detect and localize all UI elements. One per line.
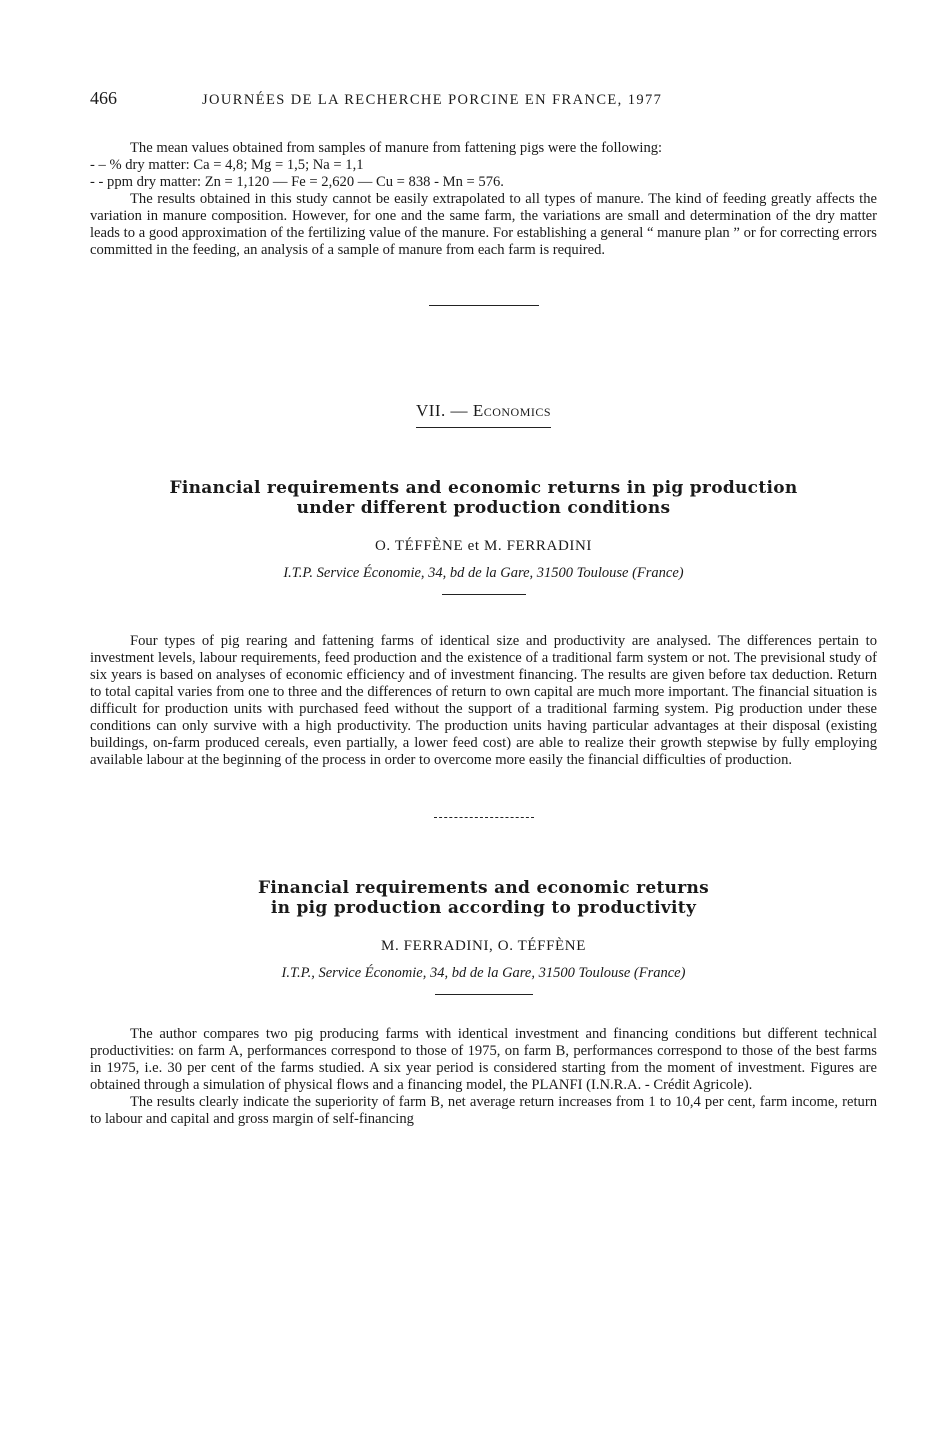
article-1-title bbox=[90, 478, 877, 518]
article-2-title-line-2: in pig production according to productivity bbox=[270, 898, 697, 918]
article-2-title-line-1: Financial requirements and economic returns bbox=[257, 878, 710, 898]
article-2-abstract-p1: The author compares two pig producing farms with identical investment and financing conditions but different technical productivities: on farm A, performances correspond to those of 1975, on farm B, performances correspond to those of the best farms in 1975, i.e. 30 per cent of the farms studied. A six year period is considered starting from the moment of investment. Figures are obtained through a simulation of physical flows and a financing model, the PLANFI (I.N.R.A. - Crédit Agricole). bbox=[90, 1026, 877, 1093]
page-number: 466 bbox=[90, 88, 117, 108]
article-2-authors: M. FERRADINI, O. TÉFFÈNE bbox=[381, 938, 586, 954]
intro-line-2: - – % dry matter: Ca = 4,8; Mg = 1,5; Na = 1,1 bbox=[90, 157, 364, 173]
intro-section bbox=[90, 140, 877, 259]
intro-paragraph: The results obtained in this study cannot be easily extrapolated to all types of manure. The kind of feeding greatly affects the variation in manure composition. However, for one and the same farm, the variations are small and determination of the dry matter leads to a good approximation of the fertilizing value of the manure. For establishing a general “ manure plan ” or for correcting errors committed in the feeding, an analysis of a sample of manure from each farm is required. bbox=[90, 191, 877, 258]
section-heading bbox=[90, 401, 877, 428]
page bbox=[90, 88, 877, 1128]
article-1-title-line-1: Financial requirements and economic returns in pig production bbox=[169, 478, 798, 498]
separator-rule bbox=[429, 305, 539, 306]
intro-line-1: The mean values obtained from samples of manure from fattening pigs were the following: bbox=[130, 140, 663, 156]
article-1-title-line-2: under different production conditions bbox=[296, 498, 671, 518]
intro-line-3: - - ppm dry matter: Zn = 1,120 — Fe = 2,620 — Cu = 838 - Mn = 576. bbox=[90, 174, 504, 190]
article-1-abstract: Four types of pig rearing and fattening farms of identical size and productivity are analysed. The differences pertain to investment levels, labour requirements, feed production and the existence of a traditional farm system or not. The previsional study of six years is based on analyses of economic efficiency and of investment financing. The results are given before tax deduction. Return to total capital varies from one to three and the differences of return to own capital are much more important. The financial situation is difficult for production units with purchased feed without the support of a traditional farming system. Pig production under these conditions can only survive with a high productivity. The production units having particular advantages at their disposal (existing buildings, on-farm produced cereals, even partially, a lower feed cost) are able to realize their growth stepwise by fully employing available labour at the beginning of the process in order to overcome more easily the financial difficulties of production. bbox=[90, 633, 877, 768]
article-2-abstract-p2: The results clearly indicate the superiority of farm B, net average return increases from 1 to 10,4 per cent, farm income, return to labour and capital and gross margin of self-financing bbox=[90, 1094, 877, 1127]
article-1-authors: O. TÉFFÈNE et M. FERRADINI bbox=[375, 538, 592, 554]
article-2-affiliation: I.T.P., Service Économie, 34, bd de la Gare, 31500 Toulouse (France) bbox=[281, 965, 686, 981]
page-header bbox=[90, 88, 877, 128]
article-1-rule bbox=[442, 594, 526, 595]
running-head: JOURNÉES DE LA RECHERCHE PORCINE EN FRANCE, 1977 bbox=[202, 92, 663, 108]
article-2-rule bbox=[435, 994, 533, 995]
article-1 bbox=[90, 478, 877, 769]
section-number: VII. — bbox=[415, 401, 469, 420]
article-2 bbox=[90, 878, 877, 1128]
separator-rule bbox=[434, 817, 534, 818]
article-2-title bbox=[90, 878, 877, 918]
section-title: Economics bbox=[472, 401, 552, 420]
article-1-affiliation: I.T.P. Service Économie, 34, bd de la Gare, 31500 Toulouse (France) bbox=[283, 565, 684, 581]
